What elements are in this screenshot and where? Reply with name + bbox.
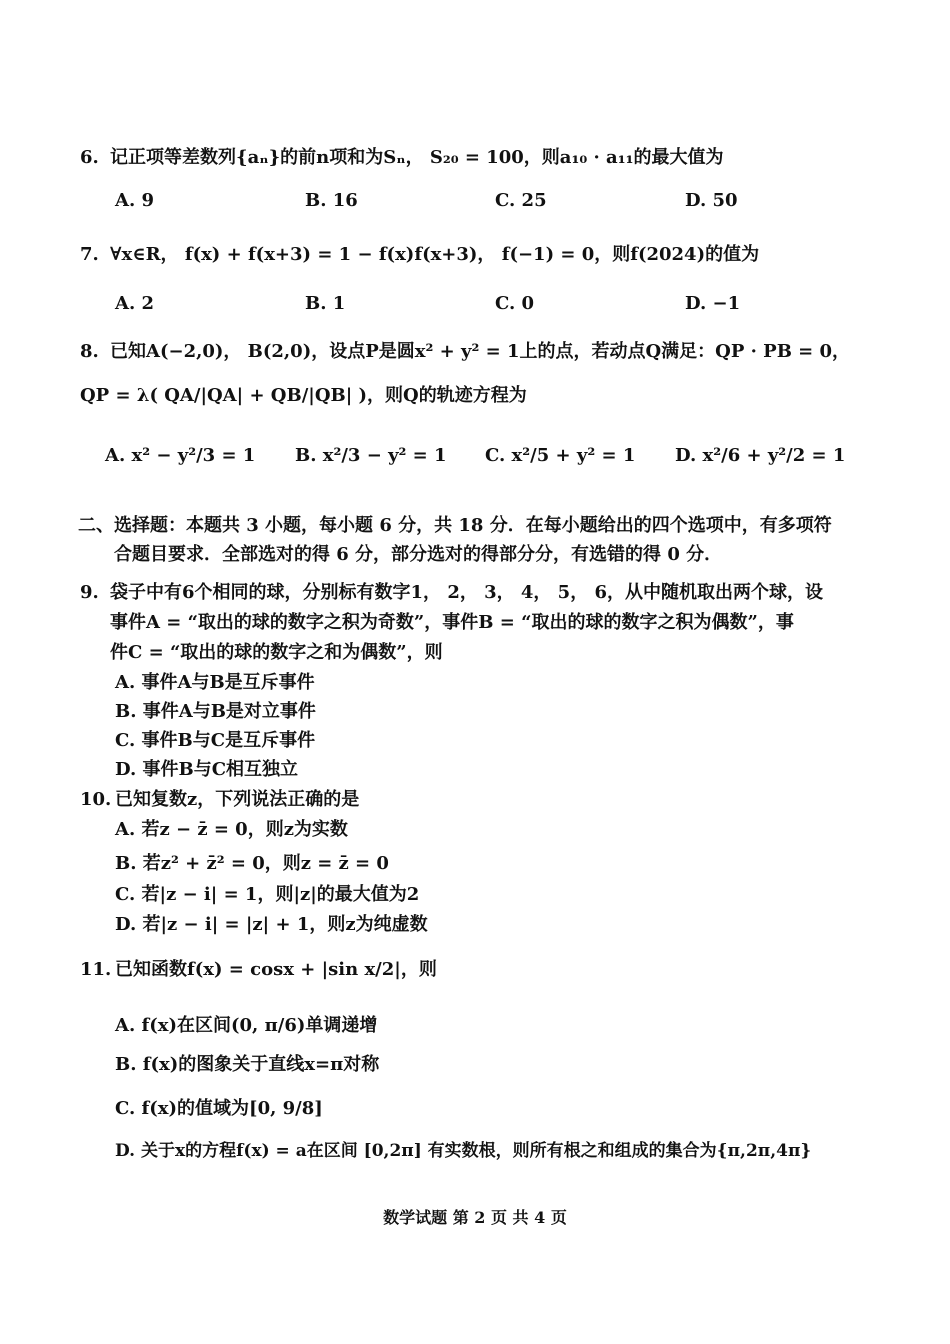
question-10 bbox=[80, 785, 880, 815]
question-8 bbox=[80, 337, 880, 367]
question-9 bbox=[80, 578, 880, 608]
option-a: A. 事件A与B是互斥事件 bbox=[115, 672, 315, 693]
option-d: D. 事件B与C相互独立 bbox=[115, 759, 299, 780]
page-footer: 数学试题 第 2 页 共 4 页 bbox=[383, 1208, 567, 1227]
question-number: 10. bbox=[80, 789, 112, 810]
option-b: B. 若z² + z̄² = 0，则z = z̄ = 0 bbox=[115, 853, 389, 874]
question-stem: ∀x∈R， f(x) + f(x+3) = 1 − f(x)f(x+3)， f(−1) = 0，则f(2024)的值为 bbox=[110, 244, 760, 265]
question-number: 6. bbox=[80, 147, 99, 168]
question-number: 9. bbox=[80, 582, 99, 603]
question-8-line2 bbox=[80, 381, 880, 411]
question-stem: 已知复数z，下列说法正确的是 bbox=[115, 789, 360, 810]
option-d: D. 50 bbox=[685, 190, 738, 211]
question-6 bbox=[80, 143, 880, 173]
question-stem-line1: 已知A(−2,0)， B(2,0)，设点P是圆x² + y² = 1上的点，若动点Q满足：QP · PB = 0， bbox=[110, 341, 851, 362]
option-a: A. f(x)在区间(0, π/6)单调递增 bbox=[115, 1015, 378, 1036]
question-7 bbox=[80, 240, 880, 270]
section-line2: 合题目要求．全部选对的得 6 分，部分选对的得部分分，有选错的得 0 分． bbox=[114, 544, 723, 565]
option-d: D. −1 bbox=[685, 293, 741, 314]
options-8 bbox=[105, 445, 865, 466]
option-b: B. 1 bbox=[305, 293, 346, 314]
option-c: C. f(x)的值域为[0, 9/8] bbox=[115, 1098, 323, 1119]
option-b: B. 事件A与B是对立事件 bbox=[115, 701, 316, 722]
question-9-line2 bbox=[110, 608, 890, 638]
option-d: D. 关于x的方程f(x) = a在区间 [0,2π] 有实数根，则所有根之和组成的集合为{π,2π,4π} bbox=[115, 1141, 812, 1161]
option-a: A. x² − y²/3 = 1 bbox=[105, 445, 256, 466]
section-line1: 二、选择题：本题共 3 小题，每小题 6 分，共 18 分．在每小题给出的四个选项中，有多项符 bbox=[78, 515, 832, 536]
option-d: D. 若|z − i| = |z| + 1，则z为纯虚数 bbox=[115, 914, 428, 935]
option-d: D. x²/6 + y²/2 = 1 bbox=[675, 445, 846, 466]
option-c: C. 事件B与C是互斥事件 bbox=[115, 730, 316, 751]
question-stem-line2: QP = λ( QA/|QA| + QB/|QB| )，则Q的轨迹方程为 bbox=[80, 385, 527, 406]
option-a: A. 若z − z̄ = 0，则z为实数 bbox=[115, 819, 348, 840]
option-b: B. 16 bbox=[305, 190, 358, 211]
option-a: A. 2 bbox=[115, 293, 155, 314]
question-stem: 记正项等差数列{aₙ}的前n项和为Sₙ， S₂₀ = 100，则a₁₀ · a₁₁的最大值为 bbox=[110, 147, 724, 168]
options-7 bbox=[115, 293, 875, 314]
question-stem: 已知函数f(x) = cosx + |sin x/2|，则 bbox=[115, 959, 437, 980]
option-c: C. 若|z − i| = 1，则|z|的最大值为2 bbox=[115, 884, 420, 905]
option-b: B. f(x)的图象关于直线x=π对称 bbox=[115, 1054, 380, 1075]
question-9-line3 bbox=[110, 638, 890, 668]
question-number: 7. bbox=[80, 244, 99, 265]
question-11 bbox=[80, 955, 880, 985]
option-b: B. x²/3 − y² = 1 bbox=[295, 445, 447, 466]
question-line: 件C = “取出的球的数字之和为偶数”，则 bbox=[110, 642, 443, 663]
section-header bbox=[78, 511, 878, 569]
question-line: 袋子中有6个相同的球，分别标有数字1， 2， 3， 4， 5， 6，从中随机取出两个球，设 bbox=[110, 582, 824, 603]
options-6 bbox=[115, 190, 875, 211]
option-c: C. 0 bbox=[495, 293, 535, 314]
option-c: C. 25 bbox=[495, 190, 547, 211]
question-number: 11. bbox=[80, 959, 112, 980]
question-line: 事件A = “取出的球的数字之积为奇数”，事件B = “取出的球的数字之积为偶数”，事 bbox=[110, 612, 794, 633]
option-c: C. x²/5 + y² = 1 bbox=[485, 445, 636, 466]
question-number: 8. bbox=[80, 341, 99, 362]
option-a: A. 9 bbox=[115, 190, 155, 211]
